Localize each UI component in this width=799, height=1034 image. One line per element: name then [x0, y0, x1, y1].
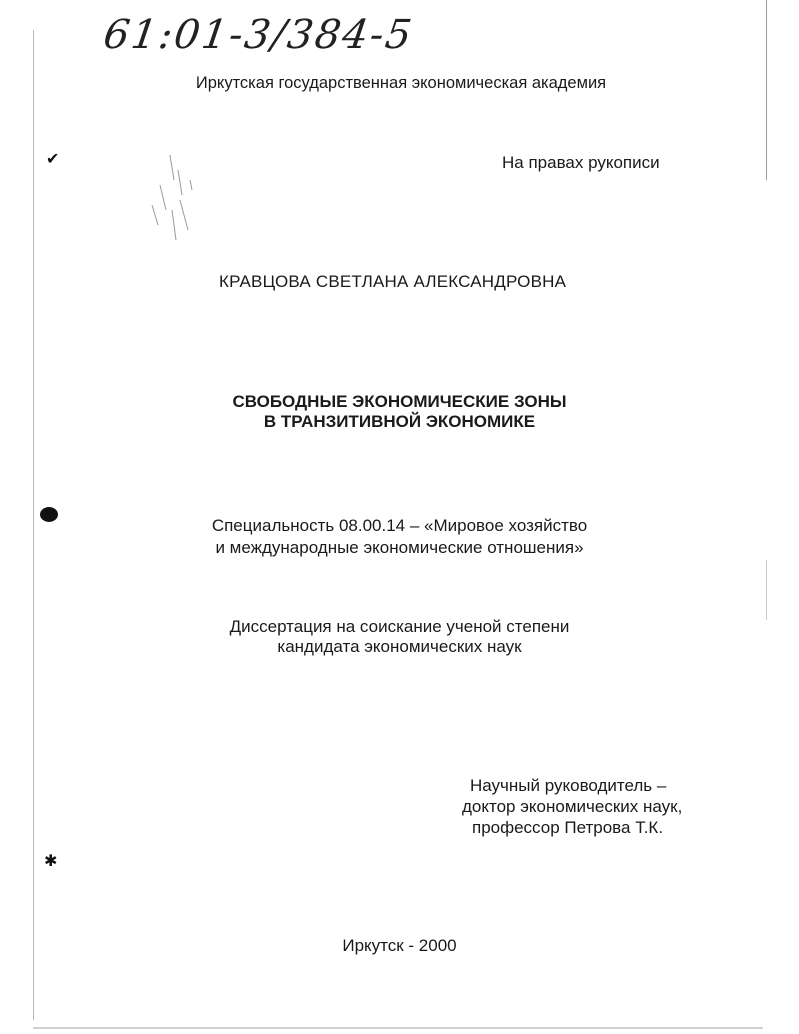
scan-edge-right-lower: [766, 560, 767, 620]
speciality-line-2: и международные экономические отношения»: [215, 538, 584, 557]
dissertation-line-1: Диссертация на соискание ученой степени: [229, 617, 570, 636]
supervisor-line-3: профессор Петрова Т.К.: [472, 818, 664, 837]
supervisor-line-2: доктор экономических наук,: [462, 797, 683, 816]
author-name: КРАВЦОВА СВЕТЛАНА АЛЕКСАНДРОВНА: [219, 272, 567, 291]
rights-note: На правах рукописи: [502, 153, 660, 172]
speciality-line-1: Специальность 08.00.14 – «Мировое хозяйство: [211, 516, 588, 535]
scan-edge-bottom: [33, 1027, 763, 1029]
city-year: Иркутск - 2000: [342, 936, 457, 955]
handwritten-archive-number: 61:01-3/384-5: [100, 12, 417, 58]
institution-name: Иркутская государственная экономическая академия: [195, 74, 607, 92]
thesis-title-line-1: СВОБОДНЫЕ ЭКОНОМИЧЕСКИЕ ЗОНЫ: [232, 392, 567, 411]
supervisor-line-1: Научный руководитель –: [470, 776, 667, 795]
faint-scribble: [130, 150, 210, 250]
dissertation-line-2: кандидата экономических наук: [277, 637, 522, 656]
scan-mark-icon: ✱: [44, 853, 58, 870]
thesis-title-line-2: В ТРАНЗИТИВНОЙ ЭКОНОМИКЕ: [263, 412, 536, 431]
scan-mark-icon: ✔: [46, 151, 60, 168]
